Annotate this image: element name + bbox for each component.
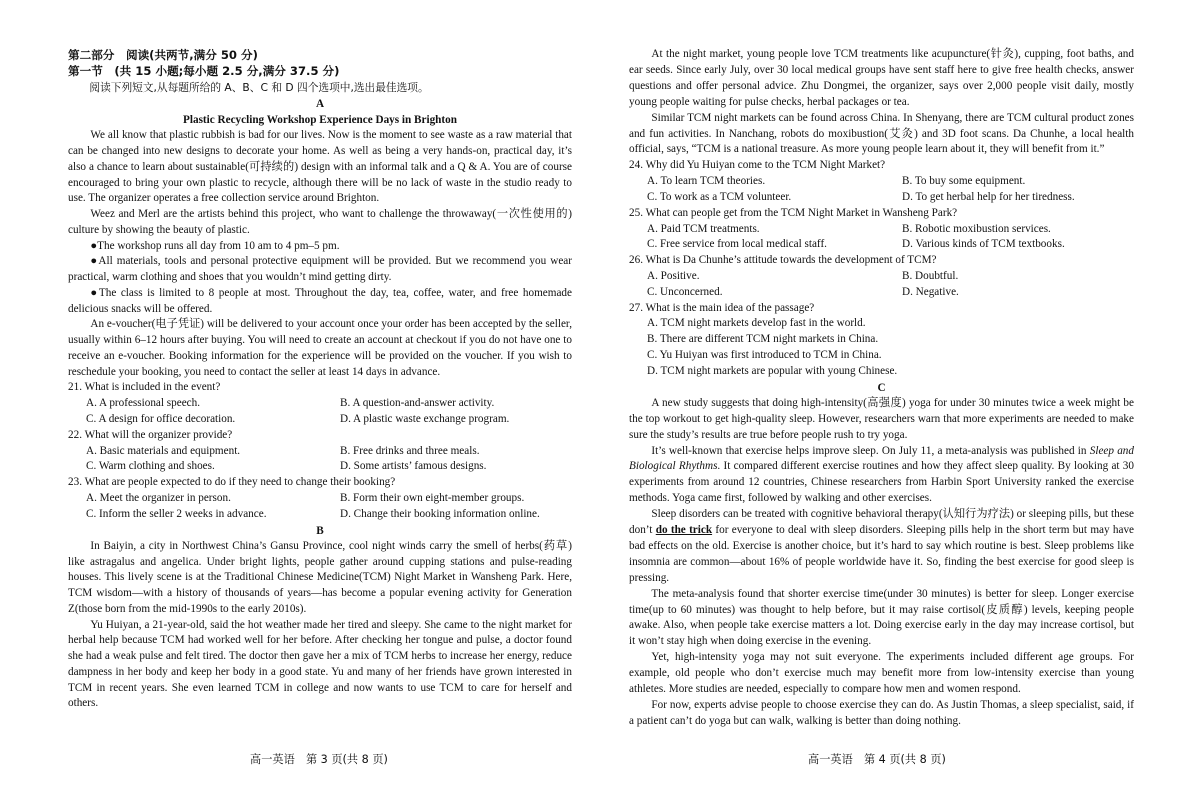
option-c[interactable]: C. Unconcerned. xyxy=(647,285,723,298)
option-d[interactable]: D. A plastic waste exchange program. xyxy=(340,413,510,426)
option-c[interactable]: C. Free service from local medical staff. xyxy=(647,238,827,251)
option-a[interactable]: A. Paid TCM treatments. xyxy=(647,222,760,235)
option-group xyxy=(68,396,572,428)
question-stem: 26. What is Da Chunhe’s attitude towards the development of TCM? xyxy=(629,254,937,267)
option-b[interactable]: B. Robotic moxibustion services. xyxy=(902,222,1051,235)
question-stem: 24. Why did Yu Huiyan come to the TCM Night Market? xyxy=(629,159,886,172)
option-c[interactable]: C. Warm clothing and shoes. xyxy=(86,460,215,473)
question-stem: 21. What is included in the event? xyxy=(68,381,221,394)
paragraph-text: . It compared different exercise routines and how they affect sleep quality. By looking at 30 experiments from around 12 countries, Chinese researchers from Harbin Sport University ranked the exercise methods. Yoga came first, followed by walking and other exercises. xyxy=(629,460,1134,505)
question-stem: 25. What can people get from the TCM Night Market in Wansheng Park? xyxy=(629,206,958,219)
option-b[interactable]: B. There are different TCM night markets in China. xyxy=(647,333,879,346)
passage-c-paragraph xyxy=(629,444,1134,508)
passage-b-paragraph: Yu Huiyan, a 21-year-old, said the hot weather made her tired and sleepy. She came to the night market for herbal help because TCM had worked well for her before. After checking her tongue and pulse, a doctor found she had a weak pulse and felt tired. The doctor then gave her a mix of TCM herbs to increase her energy, reduce dampness in her body and keep her body in a good state. Yu and many of her friends have grown interested in TCM in recent years. She even learned TCM in college and now wants to use TCM to care for herself and others. xyxy=(68,618,572,710)
question-24 xyxy=(629,158,1134,205)
option-d[interactable]: D. To get herbal help for her tiredness. xyxy=(902,190,1075,203)
passage-c-paragraph xyxy=(629,507,1134,587)
option-b[interactable]: B. Free drinks and three meals. xyxy=(340,444,480,457)
paragraph-text: for everyone to deal with sleep disorders. Sleeping pills help in the short term but may have bad effects on the old. Exercise is another choice, but it’s hard to say which routine is best. Sleep problems like insomnia are common—about 16% of people worldwide have it. So, finding the best exercise for good sleep is pressing. xyxy=(629,524,1135,584)
passage-a-bullet: ●The workshop runs all day from 10 am to 4 pm–5 pm. xyxy=(90,239,340,252)
question-25 xyxy=(629,206,1134,253)
passage-a-bullet: ●The class is limited to 8 people at most. Throughout the day, tea, coffee, water, and free homemade delicious snacks will be offered. xyxy=(68,286,572,315)
passage-a-bullet: ●All materials, tools and personal protective equipment will be provided. But we recommend you wear practical, warm clothing and shoes that you wouldn’t mind getting dirty. xyxy=(68,255,572,284)
option-a[interactable]: A. To learn TCM theories. xyxy=(647,175,766,188)
underlined-phrase: do the trick xyxy=(655,524,713,537)
option-group xyxy=(629,222,1134,254)
journal-title: Sleep and Biological Rhythms xyxy=(629,444,1134,473)
paragraph-text: It’s well-known that exercise helps improve sleep. On July 11, a meta-analysis was published in xyxy=(651,444,1090,457)
option-b[interactable]: B. Doubtful. xyxy=(902,269,959,282)
option-group xyxy=(629,174,1134,206)
option-b[interactable]: B. Form their own eight-member groups. xyxy=(340,492,525,505)
option-group xyxy=(68,444,572,476)
passage-c-paragraph: Yet, high-intensity yoga may not suit everyone. The experiments included different age groups. For example, old people who don’t exercise much may benefit more from low-intensity exercise than young athletes. More studies are needed, especially to compare how men and women respond. xyxy=(629,651,1134,696)
paragraph-text: Sleep disorders can be treated with cognitive behavioral therapy(认知行为疗法) or sleeping pills, but these don’t xyxy=(629,508,1134,537)
option-d[interactable]: D. Negative. xyxy=(902,285,959,298)
passage-a-paragraph: We all know that plastic rubbish is bad for our lives. Now is the moment to see waste as a raw material that can be changed into new designs to decorate your home. As well as being a very hands-on, practical day, it’s also a chance to learn about sustainable(可持续的) design with an informal talk and a Q & A. You are of course encouraged to bring your own plastic to recycle, although there will be no lack of waste in the studio ready to use. The organizer operates a free collection service around Brighton. xyxy=(68,129,572,205)
option-group xyxy=(68,491,572,523)
question-stem: 23. What are people expected to do if they need to change their booking? xyxy=(68,476,396,489)
option-a[interactable]: A. Meet the organizer in person. xyxy=(86,492,231,505)
option-a[interactable]: A. TCM night markets develop fast in the world. xyxy=(647,317,866,330)
option-c[interactable]: C. Inform the seller 2 weeks in advance. xyxy=(86,507,267,520)
passage-b-paragraph: Similar TCM night markets can be found across China. In Shenyang, there are TCM cultural product zones and fun activities. In Nanchang, robots do moxibustion(艾灸) and 3D foot scans. Da Chunhe, a local health official, says, “TCM is a national treasure. As more young people learn about it, they will benefit from it.” xyxy=(629,111,1134,156)
page-footer-left: 高一英语 第 3 页(共 8 页) xyxy=(250,753,388,766)
passage-a-paragraph: An e-voucher(电子凭证) will be delivered to your account once your order has been accepted by the seller, usually within 6–12 hours after buying. You will need to create an account at checkout if you do not have one to receive an e-voucher. Booking information for the experience will be provided on the voucher. If you wish to reschedule your booking, you need to contact the seller at least 14 days in advance. xyxy=(68,318,572,378)
passage-b-letter: B xyxy=(316,524,324,537)
instructions: 阅读下列短文,从每题所给的 A、B、C 和 D 四个选项中,选出最佳选项。 xyxy=(89,80,429,94)
option-d[interactable]: D. TCM night markets are popular with young Chinese. xyxy=(647,364,898,377)
question-stem: 22. What will the organizer provide? xyxy=(68,428,233,441)
page-3-column xyxy=(68,47,572,712)
option-a[interactable]: A. A professional speech. xyxy=(86,397,201,410)
page-footer-right: 高一英语 第 4 页(共 8 页) xyxy=(808,753,946,766)
passage-c-letter: C xyxy=(877,381,886,394)
passage-c-paragraph: For now, experts advise people to choose exercise they can do. As Justin Thomas, a sleep specialist, said, if a patient can’t do yoga but can walk, walking is better than doing nothing. xyxy=(629,699,1134,727)
option-d[interactable]: D. Various kinds of TCM textbooks. xyxy=(902,238,1065,251)
option-b[interactable]: B. A question-and-answer activity. xyxy=(340,397,495,410)
option-d[interactable]: D. Change their booking information online. xyxy=(340,507,540,520)
option-c[interactable]: C. To work as a TCM volunteer. xyxy=(647,190,792,203)
passage-c-paragraph: A new study suggests that doing high-intensity(高强度) yoga for under 30 minutes twice a week might be the top workout to get high-quality sleep. However, researchers warn that more experiments are needed to make sure the study’s results are true before people rush to try yoga. xyxy=(629,396,1134,441)
option-b[interactable]: B. To buy some equipment. xyxy=(902,175,1026,188)
passage-a-title: Plastic Recycling Workshop Experience Days in Brighton xyxy=(183,114,457,127)
question-stem: 27. What is the main idea of the passage? xyxy=(629,301,815,314)
part-heading: 第二部分 阅读(共两节,满分 50 分) xyxy=(68,48,258,62)
question-22 xyxy=(68,428,572,475)
section-heading: 第一节 (共 15 小题;每小题 2.5 分,满分 37.5 分) xyxy=(68,64,340,79)
passage-a-paragraph: Weez and Merl are the artists behind this project, who want to challenge the throwaway(一次性使用的) culture by showing the beauty of plastic. xyxy=(68,208,572,236)
option-a[interactable]: A. Positive. xyxy=(647,269,700,282)
question-21 xyxy=(68,380,572,427)
option-group xyxy=(629,316,1134,379)
passage-b-paragraph: At the night market, young people love TCM treatments like acupuncture(针灸), cupping, foot baths, and ear seeds. Since early July, over 30 local medical groups have sent staff here to give free health checks, answer questions and offer personal advice. Zhu Dongmei, the organizer, says over 2,000 people visit daily, mostly young people waiting for pulse checks, herbal packages or tea. xyxy=(629,48,1134,108)
question-27 xyxy=(629,301,1134,380)
option-a[interactable]: A. Basic materials and equipment. xyxy=(86,444,241,457)
page-4-column xyxy=(629,47,1134,730)
option-d[interactable]: D. Some artists’ famous designs. xyxy=(340,460,487,473)
passage-a-letter: A xyxy=(315,97,325,110)
passage-b-paragraph: In Baiyin, a city in Northwest China’s Gansu Province, cool night winds carry the smell of herbs(药草) like astragalus and angelica. Under bright lights, people gather around cupping stations and pulse-reading houses. This lively scene is at the Traditional Chinese Medicine(TCM) Night Market in Wansheng Park. Here, TCM wisdom—with a history of thousands of years—has become a popular evening activity for Generation Z(those born from the mid-1990s to the early 2010s). xyxy=(68,539,572,615)
option-c[interactable]: C. Yu Huiyan was first introduced to TCM in China. xyxy=(647,348,882,361)
question-23 xyxy=(68,475,572,522)
option-group xyxy=(629,269,1134,301)
question-26 xyxy=(629,253,1134,300)
passage-c-paragraph: The meta-analysis found that shorter exercise time(under 30 minutes) is better for sleep. Longer exercise time(up to 60 minutes) was thought to help before, but it may raise cortisol(皮质醇) levels, keeping people awake. Also, when people take exercise matters a lot. Doing exercise early in the day may increase cortisol, but it won’t stay high when doing exercise in the evening. xyxy=(629,587,1134,648)
option-c[interactable]: C. A design for office decoration. xyxy=(86,413,236,426)
